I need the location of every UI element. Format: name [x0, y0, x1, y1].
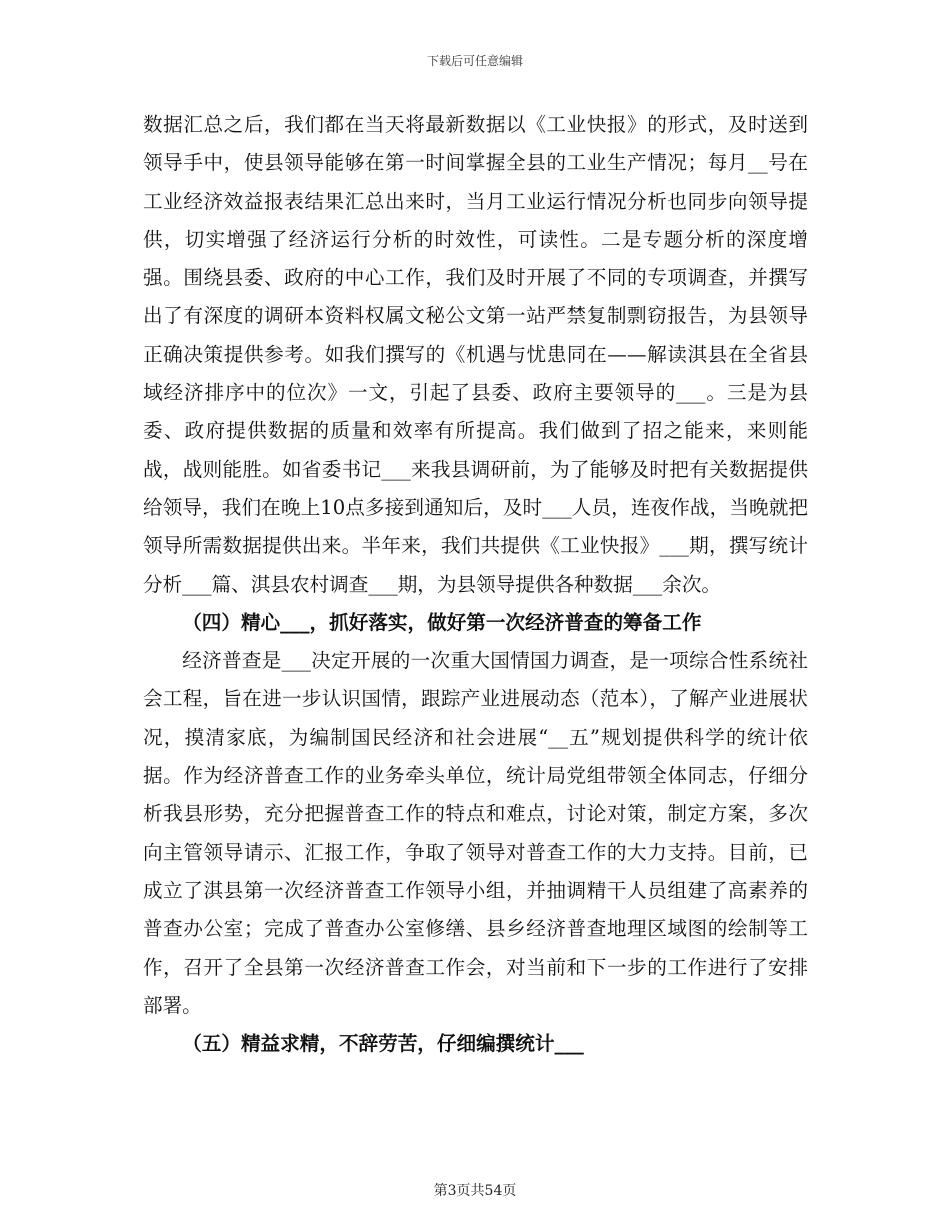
- paragraph-economic-census: 经济普查是___决定开展的一次重大国情国力调查，是一项综合性系统社会工程，旨在进一步认识国情，跟踪产业进展动态（范本），了解产业进展状况，摸清家底，为编制国民经济和社会进展“__五”规划提供科学的统计依据。作为经济普查工作的业务牵头单位，统计局党组带领全体同志，仔细分析我县形势，充分把握普查工作的特点和难点，讨论对策，制定方案，多次向主管领导请示、汇报工作，争取了领导对普查工作的大力支持。目前，已成立了淇县第一次经济普查工作领导小组，并抽调精干人员组建了高素养的普查办公室；完成了普查办公室修缮、县乡经济普查地理区域图的绘制等工作，召开了全县第一次经济普查工作会，对当前和下一步的工作进行了安排部署。: [143, 649, 808, 1017]
- page-footer: 第3页共54页: [433, 1183, 517, 1199]
- paragraph-statistics-service: 数据汇总之后，我们都在当天将最新数据以《工业快报》的形式，及时送到领导手中，使县领导能够在第一时间掌握全县的工业生产情况；每月__号在工业经济效益报表结果汇总出来时，当月工业运行情况分析也同步向领导提供，切实增强了经济运行分析的时效性，可读性。二是专题分析的深度增强。围绕县委、政府的中心工作，我们及时开展了不同的专项调查，并撰写出了有深度的调研本资料权属文秘公文第一站严禁复制剽窃报告，为县领导正确决策提供参考。如我们撰写的《机遇与忧患同在——解读淇县在全省县域经济排序中的位次》一文，引起了县委、政府主要领导的___。三是为县委、政府提供数据的质量和效率有所提高。我们做到了招之能来，来则能战，战则能胜。如省委书记___来我县调研前，为了能够及时把有关数据提供给领导，我们在晚上10点多接到通知后，及时___人员，连夜作战，当晚就把领导所需数据提供出来。半年来，我们共提供《工业快报》___期，撰写统计分析___篇、淇县农村调查___期，为县领导提供各种数据___余次。: [143, 113, 808, 596]
- document-body: [143, 106, 808, 1063]
- section-heading-4: （四）精心___，抓好落实，做好第一次经济普查的筹备工作: [182, 610, 702, 634]
- page-header: 下载后可任意编辑: [426, 54, 523, 68]
- section-heading-5: （五）精益求精，不辞劳苦，仔细编撰统计___: [182, 1032, 584, 1056]
